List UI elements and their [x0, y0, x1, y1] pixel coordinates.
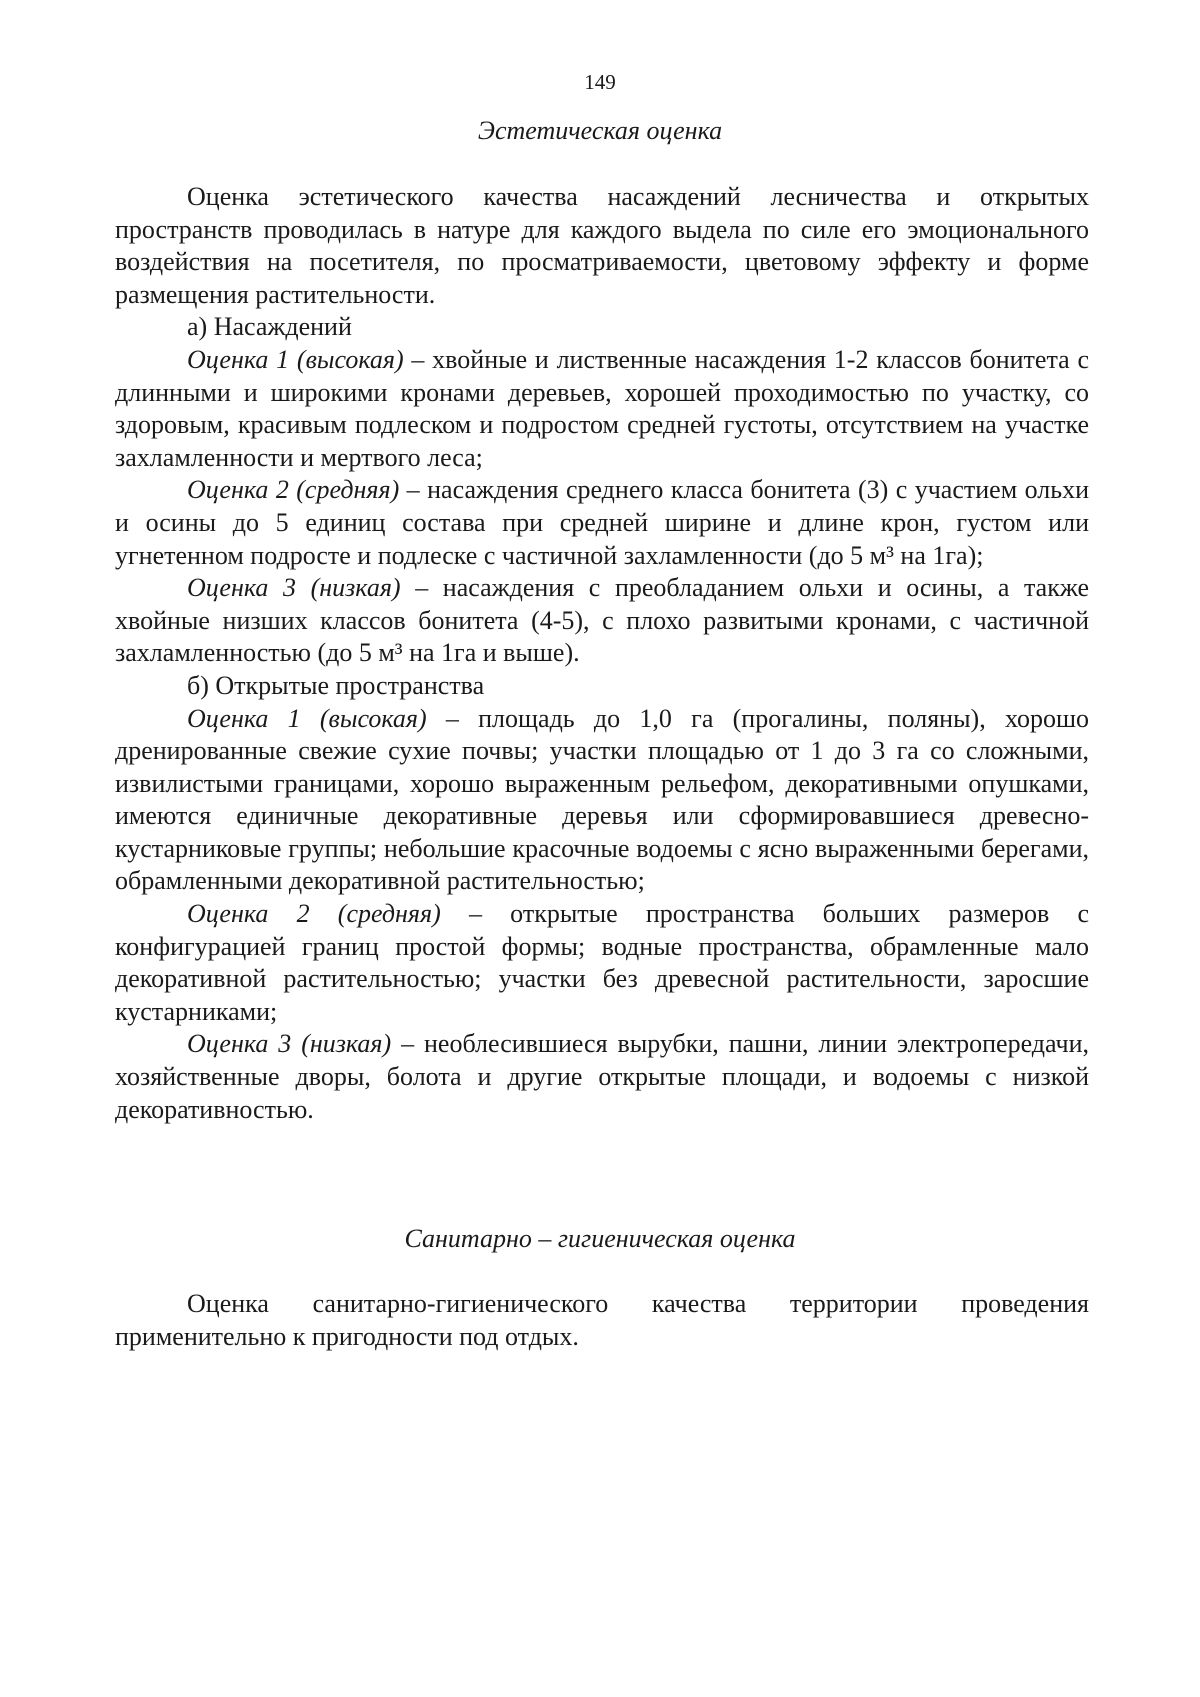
- section-body-aesthetic: [115, 181, 1089, 1126]
- paragraph-open-grade-2: Оценка 2 (средняя) – открытые пространства больших размеров с конфигурацией границ простой формы; водные пространства, обрамленные мало декоративной растительностью; участки без древесной растительности, заросшие кустарниками;: [115, 899, 1089, 1026]
- section-body-sanitary: [115, 1288, 1089, 1353]
- paragraph-stands-grade-1: Оценка 1 (высокая) – хвойные и лиственные насаждения 1-2 классов бонитета с длинными и широкими кронами деревьев, хорошей проходимостью по участку, со здоровым, красивым подлеском и подростом средней густоты, отсутствием на участке захламленности и мертвого леса;: [115, 344, 1089, 472]
- page-number: 149: [584, 70, 616, 94]
- paragraph-sanitary-intro: Оценка санитарно-гигиенического качества территории проведения применительно к пригодности под отдых.: [115, 1289, 1089, 1351]
- section-heading-aesthetic: Эстетическая оценка: [477, 116, 723, 145]
- subheading-stands: а) Насаждений: [187, 312, 352, 342]
- paragraph-stands-grade-3: Оценка 3 (низкая) – насаждения с преобладанием ольхи и осины, а также хвойные низших классов бонитета (4-5), с плохо развитыми кронами, с частичной захламленностью (до 5 м³ на 1га и выше).: [115, 573, 1090, 668]
- subheading-open-spaces: б) Открытые пространства: [187, 670, 485, 700]
- paragraph-open-grade-1: Оценка 1 (высокая) – площадь до 1,0 га (прогалины, поляны), хорошо дренированные свежие сухие почвы; участки площадью от 1 до 3 га со сложными, извилистыми границами, хорошо выраженным рельефом, декоративными опушками, имеются единичные декоративные деревья или сформировавшиеся древесно-кустарниковые группы; небольшие красочные водоемы с ясно выраженными берегами, обрамленными декоративной растительностью;: [115, 703, 1089, 896]
- section-heading-sanitary: Санитарно – гигиеническая оценка: [404, 1224, 796, 1253]
- paragraph-stands-grade-2: Оценка 2 (средняя) – насаждения среднего класса бонитета (3) с участием ольхи и осины до 5 единиц состава при средней ширине и длине крон, густом или угнетенном подросте и подлеске с частичной захламленности (до 5 м³ на 1га);: [115, 475, 1089, 570]
- paragraph-intro: Оценка эстетического качества насаждений лесничества и открытых пространств проводилась в натуре для каждого выдела по силе его эмоционального воздействия на посетителя, по просматриваемости, цветовому эффекту и форме размещения растительности.: [115, 182, 1089, 309]
- paragraph-open-grade-3: Оценка 3 (низкая) – необлесившиеся вырубки, пашни, линии электропередачи, хозяйственные дворы, болота и другие открытые площади, и водоемы с низкой декоративностью.: [115, 1029, 1089, 1124]
